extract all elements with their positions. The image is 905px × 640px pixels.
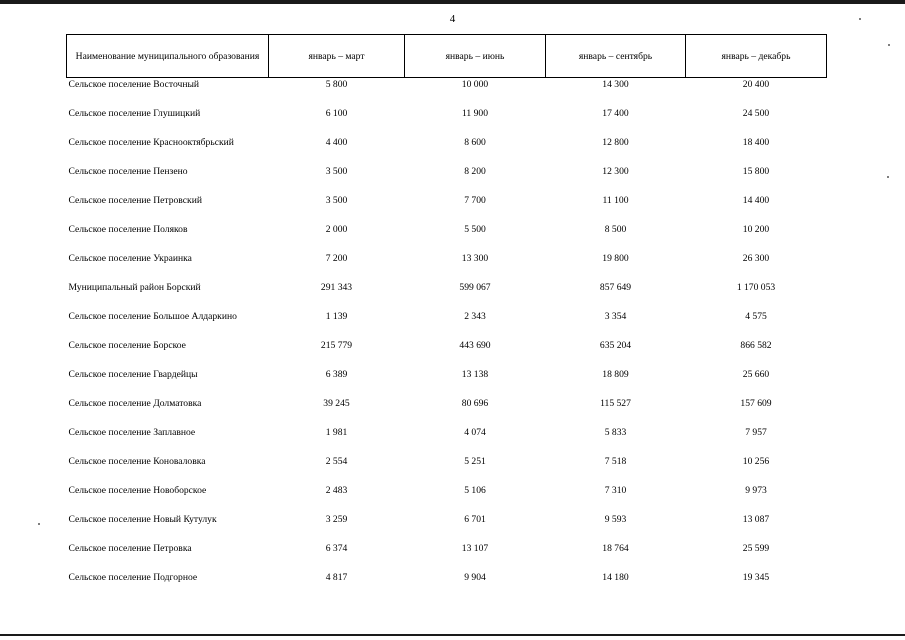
table-row [67, 310, 827, 339]
value-year: 866 582 [740, 340, 772, 351]
scan-speck [887, 176, 889, 178]
value-9m: 12 300 [602, 166, 629, 177]
header-year: январь – декабрь [686, 35, 827, 78]
table-row [67, 194, 827, 223]
value-h1: 599 067 [459, 282, 491, 293]
value-h1: 8 600 [464, 137, 486, 148]
table-row [67, 368, 827, 397]
value-q1: 1 981 [325, 427, 348, 438]
table-row [67, 78, 827, 108]
value-year: 13 087 [742, 514, 770, 525]
value-h1: 443 690 [459, 340, 491, 351]
municipality-name: Сельское поселение Краснооктябрьский [68, 137, 234, 148]
table-row [67, 107, 827, 136]
value-9m: 3 354 [604, 311, 627, 322]
header-9m: январь – сентябрь [546, 35, 686, 78]
value-q1: 6 374 [325, 543, 348, 554]
scan-speck [38, 523, 40, 525]
value-year: 9 973 [745, 485, 767, 496]
table-row [67, 426, 827, 455]
value-q1: 1 139 [325, 311, 348, 322]
value-year: 25 660 [742, 369, 770, 380]
value-year: 4 575 [745, 311, 767, 322]
municipality-name: Сельское поселение Новоборское [68, 485, 207, 496]
value-9m: 7 310 [604, 485, 627, 496]
table-body [67, 78, 827, 601]
table-row [67, 397, 827, 426]
value-9m: 17 400 [602, 108, 629, 119]
value-9m: 9 593 [604, 514, 627, 525]
value-h1: 13 138 [461, 369, 489, 380]
value-q1: 291 343 [320, 282, 353, 293]
value-h1: 9 904 [464, 572, 486, 583]
municipality-name: Муниципальный район Борский [68, 282, 201, 293]
value-h1: 5 251 [464, 456, 486, 467]
page-number: 4 [449, 13, 456, 25]
value-q1: 4 817 [325, 572, 348, 583]
header-h1: январь – июнь [405, 35, 546, 78]
municipality-name: Сельское поселение Заплавное [68, 427, 196, 438]
scan-edge-bottom [0, 634, 905, 636]
municipality-name: Сельское поселение Новый Кутулук [68, 514, 217, 525]
table-row [67, 136, 827, 165]
value-year: 25 599 [742, 543, 770, 554]
value-h1: 5 106 [464, 485, 486, 496]
municipality-name: Сельское поселение Глушицкий [68, 108, 201, 119]
value-9m: 11 100 [602, 195, 629, 206]
value-year: 24 500 [742, 108, 770, 119]
value-q1: 2 483 [325, 485, 348, 496]
table-row [67, 542, 827, 571]
scan-speck [888, 44, 890, 46]
value-9m: 115 527 [600, 398, 631, 409]
value-q1: 5 800 [269, 78, 405, 108]
value-year: 7 957 [745, 427, 767, 438]
value-9m: 14 180 [602, 572, 629, 583]
value-h1: 8 200 [464, 166, 486, 177]
municipality-name: Сельское поселение Большое Алдаркино [68, 311, 237, 322]
table-row [67, 513, 827, 542]
value-q1: 4 400 [325, 137, 348, 148]
value-year: 20 400 [686, 78, 827, 108]
municipality-name: Сельское поселение Подгорное [68, 572, 198, 583]
value-year: 15 800 [742, 166, 770, 177]
value-h1: 10 000 [405, 78, 546, 108]
municipality-name: Сельское поселение Петровский [68, 195, 202, 206]
value-9m: 8 500 [604, 224, 627, 235]
table-row [67, 281, 827, 310]
value-9m: 18 809 [602, 369, 629, 380]
municipality-name: Сельское поселение Борское [68, 340, 186, 351]
municipality-name: Сельское поселение Пензено [68, 166, 188, 177]
municipality-name: Сельское поселение Долматовка [68, 398, 202, 409]
value-q1: 2 000 [325, 224, 348, 235]
value-9m: 19 800 [602, 253, 629, 264]
value-q1: 6 100 [325, 108, 348, 119]
value-q1: 39 245 [323, 398, 350, 409]
value-9m: 14 300 [546, 78, 686, 108]
municipality-name: Сельское поселение Петровка [68, 543, 192, 554]
value-q1: 215 779 [320, 340, 353, 351]
value-year: 1 170 053 [736, 282, 776, 293]
table-row [67, 455, 827, 484]
value-year: 10 200 [742, 224, 770, 235]
municipality-name: Сельское поселение Украинка [68, 253, 192, 264]
value-q1: 3 259 [325, 514, 348, 525]
table-row [67, 571, 827, 600]
value-9m: 12 800 [602, 137, 629, 148]
value-year: 19 345 [742, 572, 770, 583]
value-q1: 2 554 [325, 456, 348, 467]
value-year: 10 256 [742, 456, 770, 467]
budget-table [66, 34, 827, 600]
header-municipality: Наименование муниципального образования [67, 35, 269, 78]
header-q1: январь – март [269, 35, 405, 78]
value-h1: 13 107 [461, 543, 489, 554]
value-h1: 5 500 [464, 224, 486, 235]
table-row [67, 223, 827, 252]
value-9m: 5 833 [604, 427, 627, 438]
municipality-name: Сельское поселение Восточный [67, 78, 269, 108]
value-9m: 857 649 [599, 282, 632, 293]
table-header-row [67, 35, 827, 78]
value-h1: 13 300 [461, 253, 489, 264]
value-q1: 6 389 [325, 369, 348, 380]
value-9m: 635 204 [599, 340, 632, 351]
municipality-name: Сельское поселение Гвардейцы [68, 369, 198, 380]
value-year: 157 609 [740, 398, 772, 409]
table-row [67, 165, 827, 194]
municipality-name: Сельское поселение Поляков [68, 224, 188, 235]
value-year: 14 400 [742, 195, 770, 206]
value-9m: 18 764 [602, 543, 629, 554]
municipality-name: Сельское поселение Коноваловка [68, 456, 206, 467]
value-year: 26 300 [742, 253, 770, 264]
table-row [67, 252, 827, 281]
value-h1: 80 696 [461, 398, 489, 409]
value-h1: 2 343 [464, 311, 486, 322]
value-h1: 6 701 [464, 514, 486, 525]
value-h1: 4 074 [464, 427, 486, 438]
value-q1: 7 200 [325, 253, 348, 264]
value-year: 18 400 [742, 137, 770, 148]
value-9m: 7 518 [604, 456, 627, 467]
scan-edge-top [0, 0, 905, 4]
value-q1: 3 500 [325, 166, 348, 177]
value-h1: 11 900 [461, 108, 489, 119]
table-row [67, 484, 827, 513]
value-q1: 3 500 [325, 195, 348, 206]
value-h1: 7 700 [464, 195, 486, 206]
table-row [67, 339, 827, 368]
